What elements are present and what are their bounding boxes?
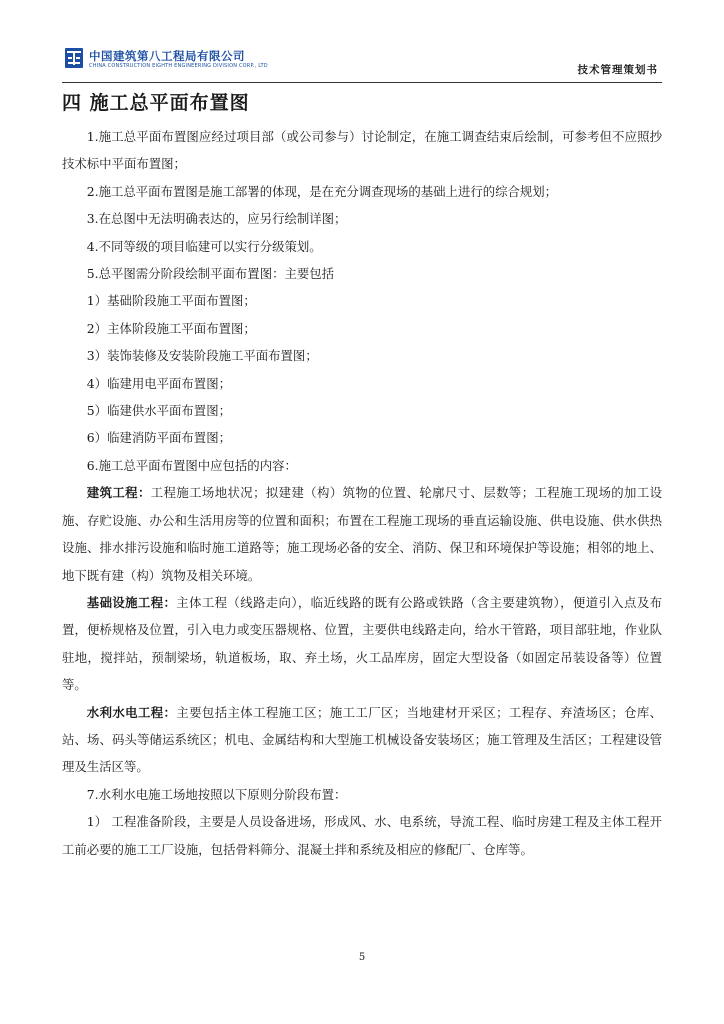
paragraph-hydropower-works (62, 699, 662, 781)
list-item-5-6: 6）临建消防平面布置图； (86, 430, 231, 446)
building-works-text: 工程施工场地状况；拟建建（构）筑物的位置、轮廓尺寸、层数等；工程施工现场的加工设施、存贮设施、办公和生活用房等的位置和面积；布置在工程施工现场的垂直运输设施、供电设施、供水供热设施、排水排污设施和临时施工道路等；施工现场必备的安全、消防、保卫和环境保护等设施；相邻的地上、地下既有建（构）筑物及相关环境。 (62, 485, 663, 583)
paragraph-3: 3.在总图中无法明确表达的，应另行绘制详图； (86, 211, 347, 227)
paragraph-1: 1.施工总平面布置图应经过项目部（或公司参与）讨论制定，在施工调查结束后绘制，可参考但不应照抄技术标中平面布置图； (62, 129, 662, 172)
company-name-cn: 中国建筑第八工程局有限公司 (89, 49, 245, 63)
document-title: 技术管理策划书 (577, 64, 658, 76)
paragraph-building-works (62, 479, 662, 589)
hydropower-works-label: 水利水电工程： (86, 704, 177, 720)
list-item-5-2: 2）主体阶段施工平面布置图； (86, 320, 256, 336)
section-title: 四 施工总平面布置图 (62, 92, 250, 114)
list-item-5-1: 1）基础阶段施工平面布置图； (86, 293, 256, 309)
paragraph-infrastructure-works (62, 589, 662, 699)
company-name-en: CHINA CONSTRUCTION EIGHTH ENGINEERING DIVISION CORP., LTD (89, 63, 268, 69)
document-body (62, 123, 662, 863)
paragraph-2: 2.施工总平面布置图是施工部署的体现，是在充分调查现场的基础上进行的综合规划； (86, 183, 558, 199)
list-item-5-4: 4）临建用电平面布置图； (86, 375, 231, 391)
hydropower-works-text: 主要包括主体工程施工区；施工工厂区；当地建材开采区；工程存、弃渣场区；仓库、站、场、码头等储运系统区；机电、金属结构和大型施工机械设备安装场区；施工管理及生活区；工程建设管理及生活区等。 (62, 704, 663, 775)
building-works-label: 建筑工程： (86, 485, 151, 501)
infrastructure-works-text: 主体工程（线路走向），临近线路的既有公路或铁路（含主要建筑物），便道引入点及布置，便桥规格及位置，引入电力或变压器规格、位置，主要供电线路走向，给水干管路，项目部驻地，作业队驻地，搅拌站，预制梁场，轨道板场，取、弃土场，火工品库房，固定大型设备（如固定吊装设备等）位置等。 (62, 594, 662, 693)
page-header (62, 46, 662, 83)
paragraph-5: 5.总平图需分阶段绘制平面布置图：主要包括 (86, 266, 335, 282)
list-item-5-3: 3）装饰装修及安装阶段施工平面布置图； (86, 348, 318, 364)
paragraph-6: 6.施工总平面布置图中应包括的内容： (86, 457, 297, 473)
list-item-5-5: 5）临建供水平面布置图； (86, 403, 231, 419)
paragraph-7: 7.水利水电施工场地按照以下原则分阶段布置： (86, 786, 347, 802)
page-number: 5 (358, 952, 366, 963)
list-item-7-1: 1） 工程准备阶段，主要是人员设备进场，形成风、水、电系统，导流工程、临时房建工程及主体工程开工前必要的施工工厂设施，包括骨料筛分、混凝土拌和系统及相应的修配厂、仓库等。 (62, 814, 662, 857)
paragraph-4: 4.不同等级的项目临建可以实行分级策划。 (86, 238, 322, 254)
company-logo-icon (65, 48, 83, 68)
infrastructure-works-label: 基础设施工程： (86, 594, 177, 610)
